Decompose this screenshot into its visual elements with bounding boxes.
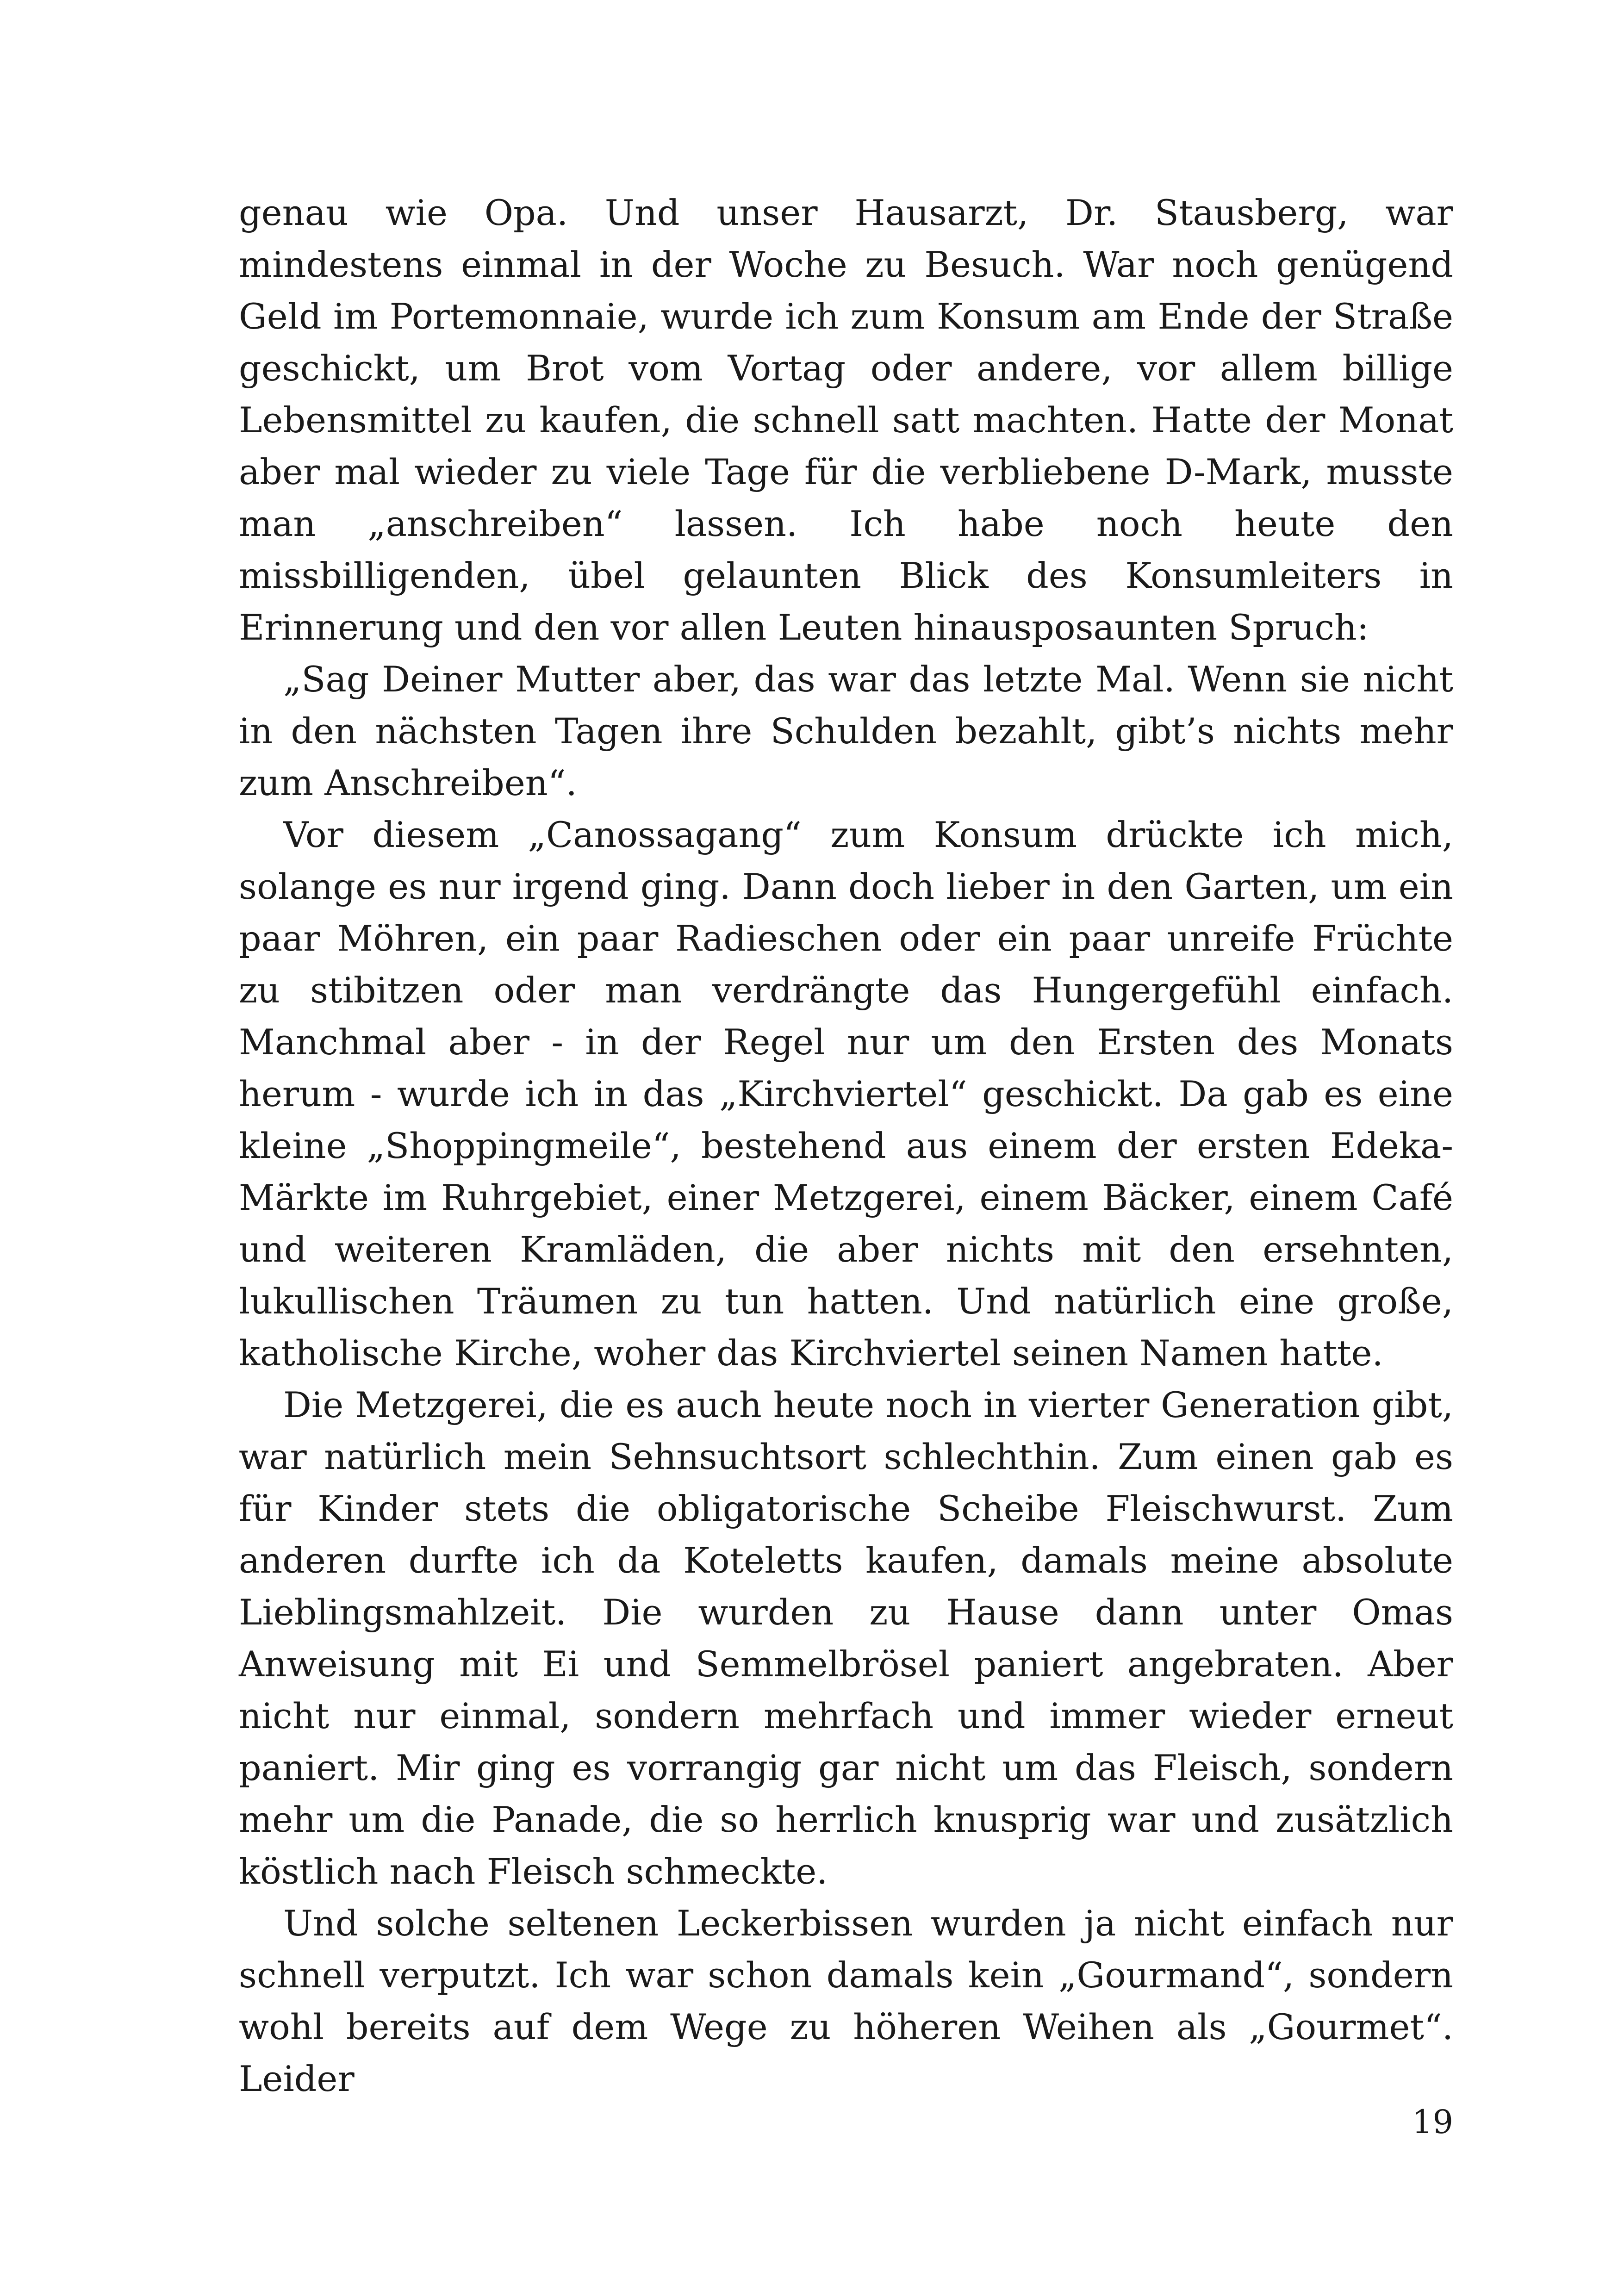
paragraph-canossagang: Vor diesem „Canossagang“ zum Konsum drückte ich mich, solange es nur irgend ging. Dann doch lieber in den Garten, um ein paar Möhren, ein paar Radieschen oder ein paar unreife Früchte zu stibitzen oder man verdrängte das Hungergefühl einfach. Manchmal aber - in der Regel nur um den Ersten des Monats herum - wurde ich in das „Kirchviertel“ geschickt. Da gab es eine kleine „Shoppingmeile“, bestehend aus einem der ersten Edeka-Märkte im Ruhrgebiet, einer Metzgerei, einem Bäcker, einem Café und weiteren Kramläden, die aber nichts mit den ersehnten, lukullischen Träumen zu tun hatten. Und natürlich eine große, katholische Kirche, woher das Kirchviertel seinen Namen hatte.	[239, 814, 1453, 1374]
paragraph-continuation: genau wie Opa. Und unser Hausarzt, Dr. Stausberg, war mindestens einmal in der Woche zu Besuch. War noch genügend Geld im Portemonnaie, wurde ich zum Konsum am Ende der Straße geschickt, um Brot vom Vortag oder andere, vor allem billige Lebensmittel zu kaufen, die schnell satt machten. Hatte der Monat aber mal wieder zu viele Tage für die verbliebene D-Mark, musste man „anschreiben“ lassen. Ich habe noch heute den missbilligenden, übel gelaunten Blick des Konsumleiters in Erinnerung und den vor allen Leuten hinausposaunten Spruch:	[239, 192, 1453, 648]
paragraph-leckerbissen: Und solche seltenen Leckerbissen wurden ja nicht einfach nur schnell verputzt. Ich war schon damals kein „Gourmand“, sondern wohl bereits auf dem Wege zu höheren Weihen als „Gourmet“. Leider	[239, 1903, 1453, 2099]
page-number: 19	[1412, 2103, 1453, 2141]
paragraph-metzgerei: Die Metzgerei, die es auch heute noch in vierter Generation gibt, war natürlich mein Sehnsuchtsort schlechthin. Zum einen gab es für Kinder stets die obligatorische Scheibe Fleischwurst. Zum anderen durfte ich da Koteletts kaufen, damals meine absolute Lieblingsmahlzeit. Die wurden zu Hause dann unter Omas Anweisung mit Ei und Semmelbrösel paniert angebraten. Aber nicht nur einmal, sondern mehrfach und immer wieder erneut paniert. Mir ging es vorrangig gar nicht um das Fleisch, sondern mehr um die Panade, die so herrlich knusprig war und zusätzlich köstlich nach Fleisch schmeckte.	[239, 1384, 1453, 1892]
paragraph-quote: „Sag Deiner Mutter aber, das war das letzte Mal. Wenn sie nicht in den nächsten Tagen ihre Schulden bezahlt, gibt’s nichts mehr zum Anschreiben“.	[239, 659, 1453, 803]
body-text	[239, 187, 1453, 2105]
